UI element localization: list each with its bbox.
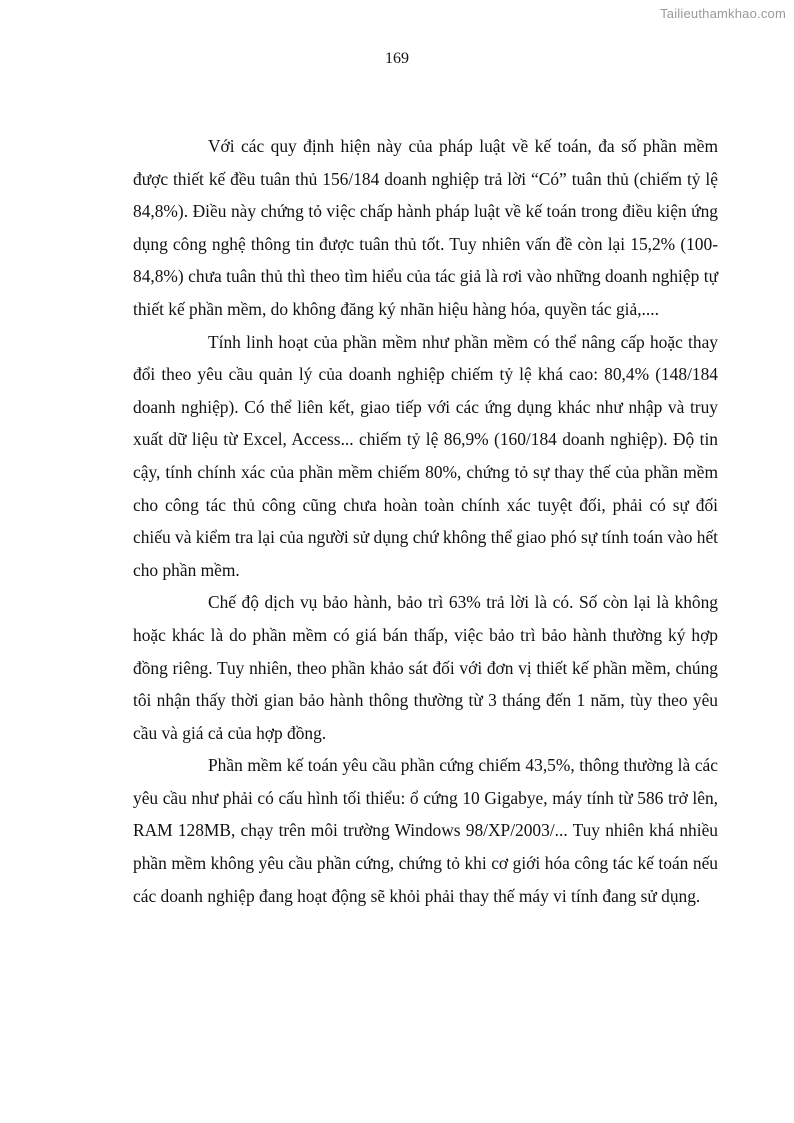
- paragraph: Phần mềm kế toán yêu cầu phần cứng chiếm 43,5%, thông thường là các yêu cầu như phải có cấu hình tối thiểu: ổ cứng 10 Gigabye, máy tính từ 586 trở lên, RAM 128MB, chạy trên môi trường Windows 98/XP/2003/... Tuy nhiên khá nhiều phần mềm không yêu cầu phần cứng, chứng tỏ khi cơ giới hóa công tác kế toán nếu các doanh nghiệp đang hoạt động sẽ khỏi phải thay thế máy vi tính đang sử dụng.: [133, 755, 718, 906]
- watermark: Tailieuthamkhao.com: [660, 6, 786, 21]
- paragraph: Chế độ dịch vụ bảo hành, bảo trì 63% trả lời là có. Số còn lại là không hoặc khác là do phần mềm có giá bán thấp, việc bảo trì bảo hành thường ký hợp đồng riêng. Tuy nhiên, theo phần khảo sát đối với đơn vị thiết kế phần mềm, chúng tôi nhận thấy thời gian bảo hành thông thường từ 3 tháng đến 1 năm, tùy theo yêu cầu và giá cả của hợp đồng.: [133, 592, 718, 743]
- paragraph: Với các quy định hiện này của pháp luật về kế toán, đa số phần mềm được thiết kế đều tuân thủ 156/184 doanh nghiệp trả lời “Có” tuân thủ (chiếm tỷ lệ 84,8%). Điều này chứng tỏ việc chấp hành pháp luật về kế toán trong điều kiện ứng dụng công nghệ thông tin được tuân thủ tốt. Tuy nhiên vấn đề còn lại 15,2% (100-84,8%) chưa tuân thủ thì theo tìm hiểu của tác giả là rơi vào những doanh nghiệp tự thiết kế phần mềm, do không đăng ký nhãn hiệu hàng hóa, quyền tác giả,....: [133, 136, 718, 319]
- document-body: [133, 130, 718, 912]
- paragraph: Tính linh hoạt của phần mềm như phần mềm có thể nâng cấp hoặc thay đổi theo yêu cầu quản lý của doanh nghiệp chiếm tỷ lệ khá cao: 80,4% (148/184 doanh nghiệp). Có thể liên kết, giao tiếp với các ứng dụng khác như nhập và truy xuất dữ liệu từ Excel, Access... chiếm tỷ lệ 86,9% (160/184 doanh nghiệp). Độ tin cậy, tính chính xác của phần mềm chiếm 80%, chứng tỏ sự thay thế của phần mềm cho công tác thủ công cũng chưa hoàn toàn chính xác tuyệt đối, phải có sự đối chiếu và kiểm tra lại của người sử dụng chứ không thể giao phó sự tính toán vào hết cho phần mềm.: [133, 331, 718, 580]
- page-number: 169: [385, 50, 409, 67]
